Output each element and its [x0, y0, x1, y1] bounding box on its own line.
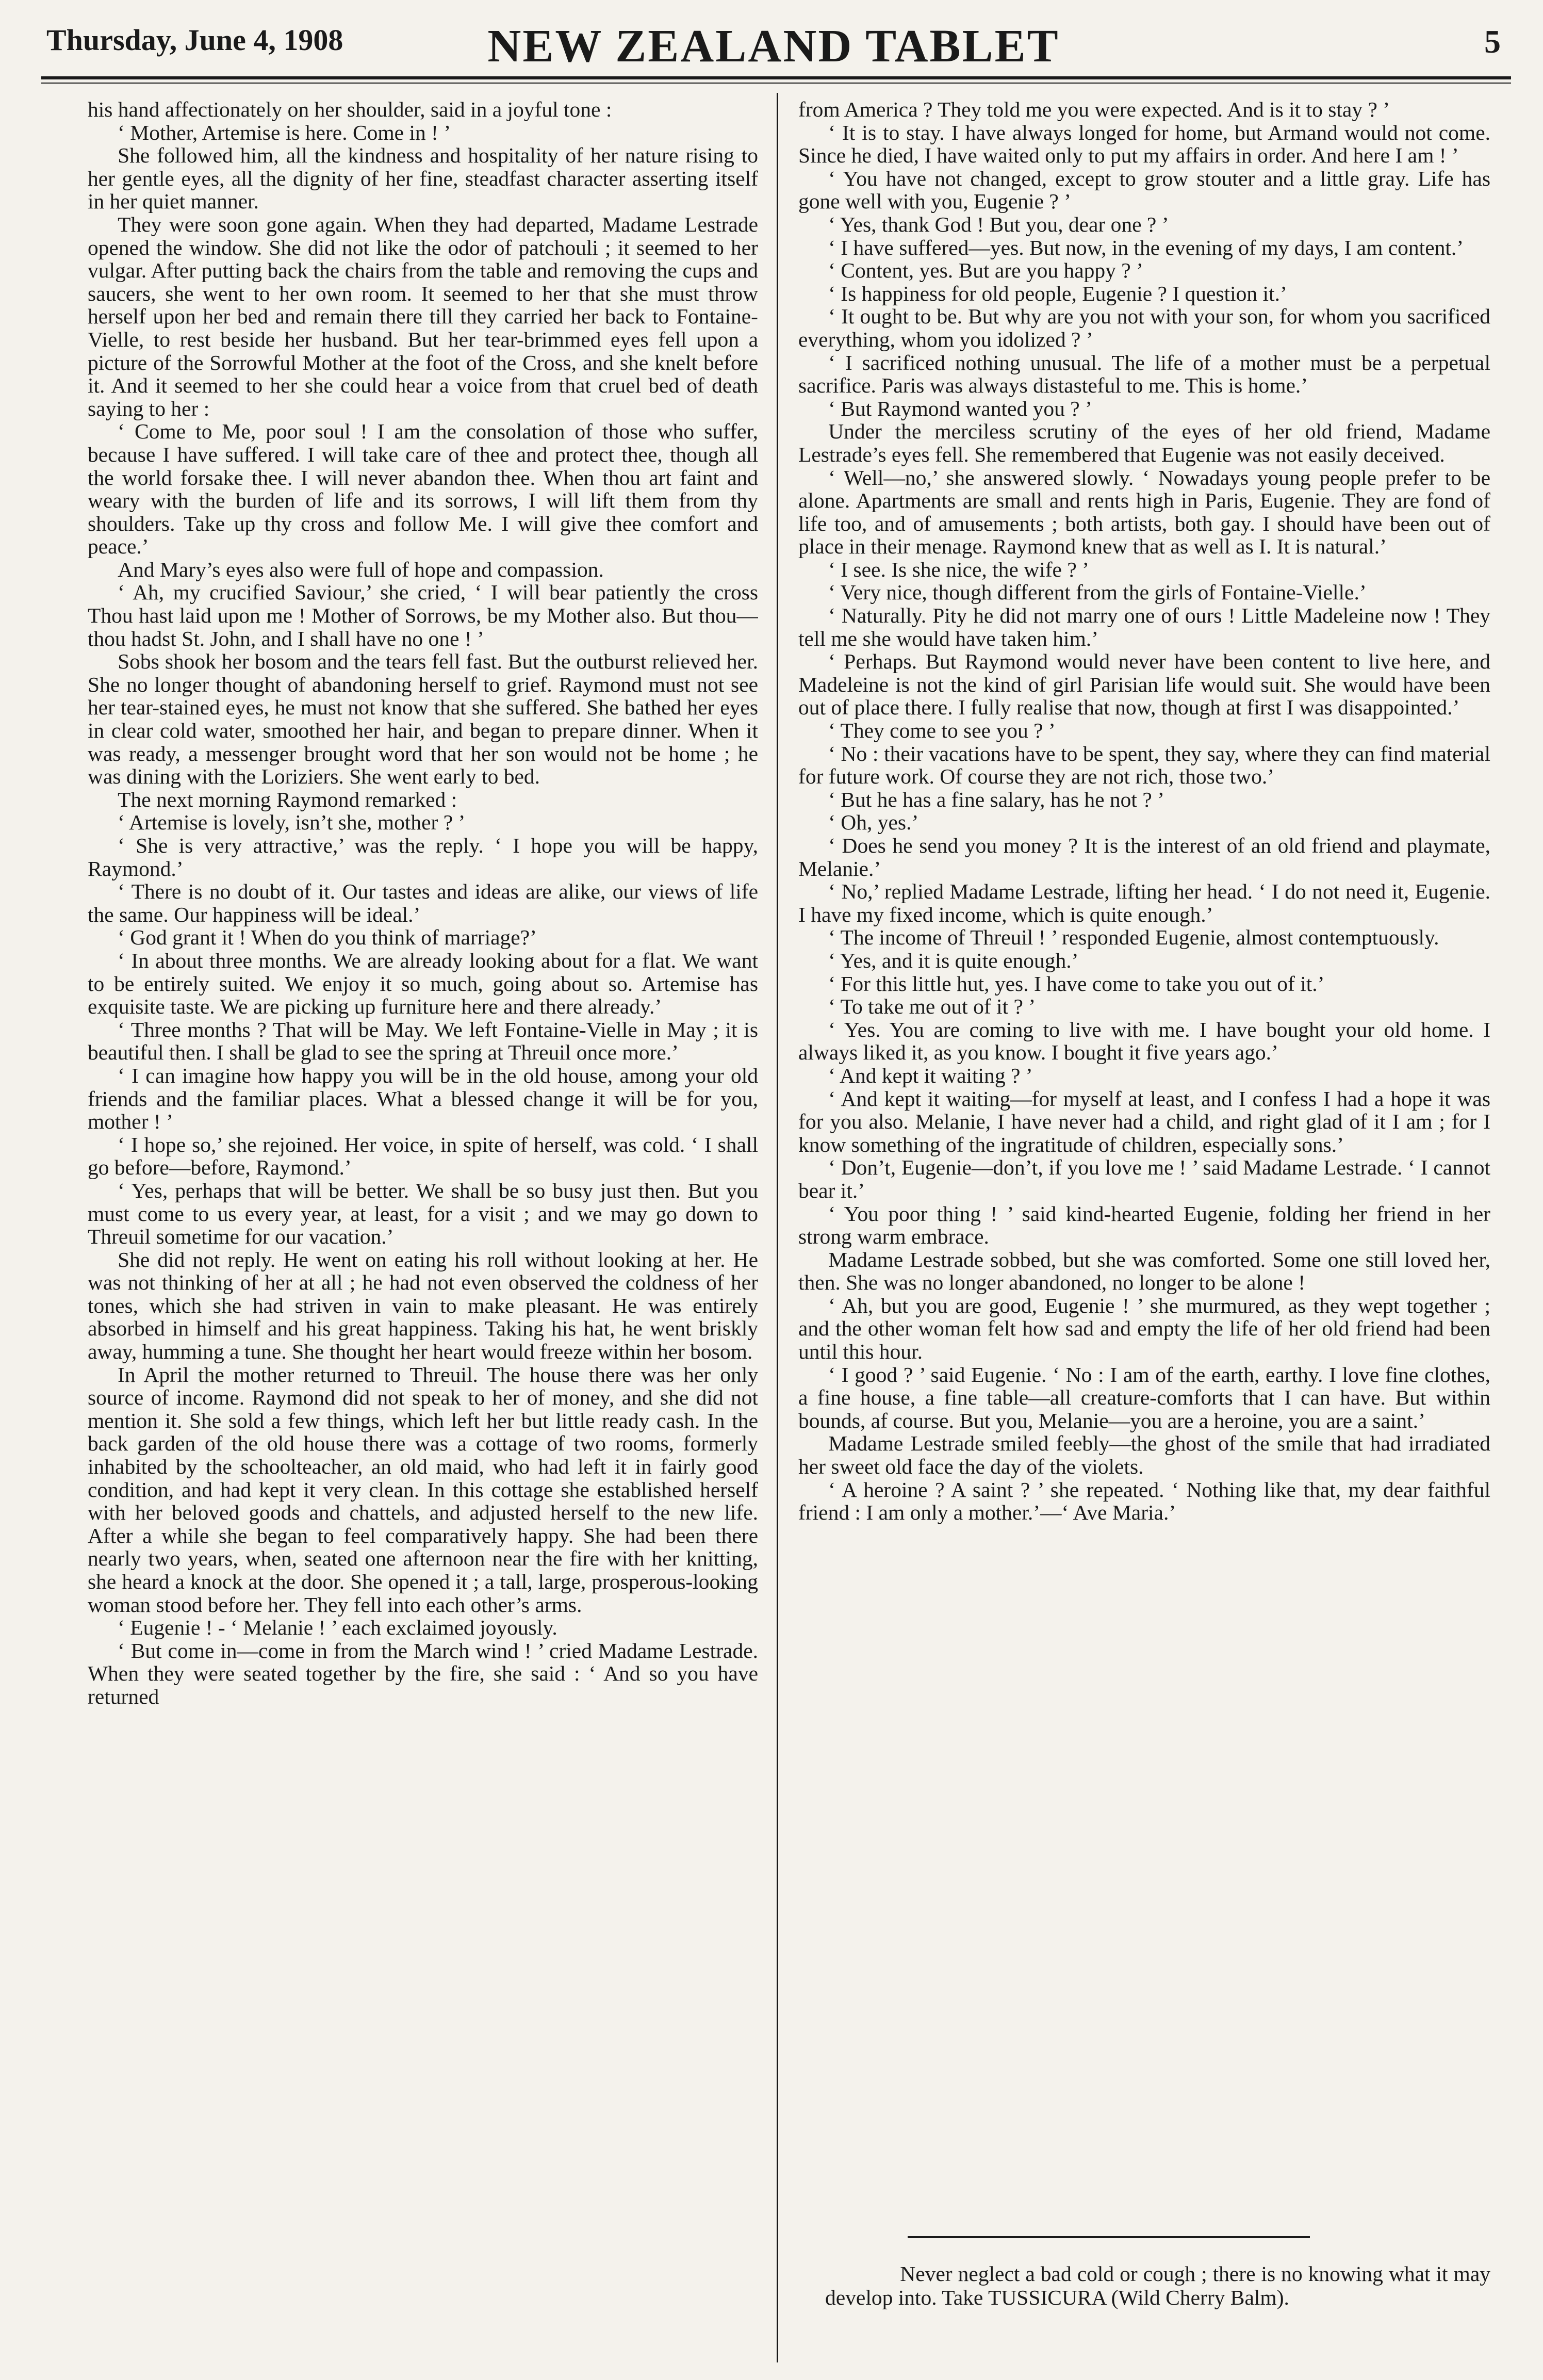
paragraph: ‘ Content, yes. But are you happy ? ’: [828, 258, 1143, 283]
page-number: 5: [1484, 23, 1501, 60]
paragraph: ‘ Artemise is lovely, isn’t she, mother ? ’: [118, 810, 466, 835]
masthead-rule-thin: [41, 83, 1511, 84]
paragraph: ‘ It is to stay. I have always longed for home, but Armand would not come. Since he died, I have waited only to put my affairs in order. And here I am ! ’: [798, 120, 1490, 168]
paragraph: ‘ Yes, perhaps that will be better. We shall be so busy just then. But you must come to us every year, at least, for a visit ; and we may go down to Threuil sometime for our vacation.’: [88, 1178, 758, 1249]
paragraph: And Mary’s eyes also were full of hope and compassion.: [118, 557, 604, 581]
paragraph: ‘ For this little hut, yes. I have come to take you out of it.’: [828, 971, 1325, 996]
paragraph: ‘ A heroine ? A saint ? ’ she repeated. ‘ Nothing like that, my dear faithful friend : I am only a mother.’—‘ Ave Maria.’: [798, 1477, 1490, 1525]
paragraph: ‘ I can imagine how happy you will be in the old house, among your old friends and the familiar places. What a blessed change it will be for you, mother ! ’: [88, 1063, 758, 1134]
paragraph: ‘ You poor thing ! ’ said kind-hearted Eugenie, folding her friend in her strong warm embrace.: [798, 1201, 1490, 1249]
column-divider: [777, 93, 778, 2362]
paragraph: ‘ It ought to be. But why are you not with your son, for whom you sacrificed everything, whom you idolized ? ’: [798, 304, 1490, 351]
paragraph: In April the mother returned to Threuil. The house there was her only source of income. Raymond did not speak to her of money, and she did not mention it. She sold a few things, which left her but little ready cash. In the back garden of the old house there was a cottage of two rooms, formerly inhabited by the schoolteacher, an old maid, who had left it in fairly good condition, and had kept it very clean. In this cottage she established herself with her beloved goods and chattels, and adjusted herself to the new life. After a while she began to feel comparatively happy. She had been there nearly two years, when, seated one afternoon near the fire with her knitting, she heard a knock at the door. She opened it ; a tall, large, prosperous-looking woman stood before her. They fell into each other’s arms.: [88, 1362, 758, 1617]
paragraph: ‘ No : their vacations have to be spent, they say, where they can find material for future work. Of course they are not rich, those two.’: [798, 741, 1490, 789]
paragraph: ‘ Mother, Artemise is here. Come in ! ’: [118, 120, 451, 144]
paragraph: ‘ She is very attractive,’ was the reply. ‘ I hope you will be happy, Raymond.’: [88, 834, 758, 881]
paragraph: ‘ Yes, and it is quite enough.’: [828, 948, 1079, 972]
paragraph: ‘ But Raymond wanted you ? ’: [828, 396, 1092, 420]
paragraph: Sobs shook her bosom and the tears fell fast. But the outburst relieved her. She no longer thought of abandoning herself to grief. Raymond must not see her tear-stained eyes, he must not know that she suffered. She bathed her eyes in clear cold water, smoothed her hair, and began to prepare dinner. When it was ready, a messenger brought word that her son would not be home ; he was dining with the Loriziers. She went early to bed.: [88, 649, 758, 789]
paragraph: ‘ They come to see you ? ’: [828, 719, 1056, 743]
paragraph: ‘ You have not changed, except to grow stouter and a little gray. Life has gone well with you, Eugenie ? ’: [798, 166, 1490, 214]
paragraph: ‘ I sacrificed nothing unusual. The life of a mother must be a perpetual sacrifice. Paris was always distasteful to me. This is home.’: [798, 350, 1490, 398]
paragraph: ‘ God grant it ! When do you think of marriage?’: [118, 925, 537, 950]
paragraph: ‘ I good ? ’ said Eugenie. ‘ No : I am of the earth, earthy. I love fine clothes, a fine house, a fine table—all creature-comforts that I can have. But within bounds, af course. But you, Melanie—you are a heroine, you are a saint.’: [798, 1362, 1490, 1432]
advertisement: [825, 2262, 1490, 2309]
paragraph: ‘ Ah, but you are good, Eugenie ! ’ she murmured, as they wept together ; and the other woman felt how sad and empty the life of her old friend had been until this hour.: [798, 1293, 1490, 1364]
paragraph: ‘ Don’t, Eugenie—don’t, if you love me ! ’ said Madame Lestrade. ‘ I cannot bear it.’: [798, 1155, 1490, 1202]
paragraph: ‘ Is happiness for old people, Eugenie ? I question it.’: [828, 281, 1287, 305]
paragraph: ‘ There is no doubt of it. Our tastes and ideas are alike, our views of life the same. Our happiness will be ideal.’: [88, 879, 758, 926]
issue-date: Thursday, June 4, 1908: [46, 23, 343, 57]
paragraph: his hand affectionately on her shoulder, said in a joyful tone :: [88, 98, 612, 121]
paragraph: ‘ I have suffered—yes. But now, in the evening of my days, I am content.’: [828, 235, 1464, 259]
paragraph: They were soon gone again. When they had departed, Madame Lestrade opened the window. She did not like the odor of patchouli ; it seemed to her vulgar. After putting back the chairs from the table and removing the cups and saucers, she went to her own room. It seemed to her that she must throw herself upon her bed and remain there till they carried her back to Fontaine-Vielle, to rest beside her husband. But her tear-brimmed eyes fell upon a picture of the Sorrowful Mother at the foot of the Cross, and she knelt before it. And it seemed to her she could hear a voice from that cruel bed of death saying to her :: [88, 212, 758, 420]
masthead: [46, 15, 1501, 83]
paragraph: ‘ And kept it waiting—for myself at least, and I confess I had a hope it was for you also. Melanie, I have never had a child, and right glad of it I am ; for I know something of the ingratitude of children, especially sons.’: [798, 1086, 1490, 1156]
paragraph: ‘ I see. Is she nice, the wife ? ’: [828, 557, 1089, 581]
publication-title: NEW ZEALAND TABLET: [487, 21, 1060, 72]
paragraph: ‘ Naturally. Pity he did not marry one of ours ! Little Madeleine now ! They tell me she would have taken him.’: [798, 604, 1490, 650]
paragraph: Madame Lestrade smiled feebly—the ghost of the smile that had irradiated her sweet old face the day of the violets.: [798, 1431, 1490, 1479]
paragraph: ‘ Yes. You are coming to live with me. I have bought your old home. I always liked it, as you know. I bought it five years ago.’: [798, 1017, 1490, 1065]
paragraph: ‘ Well—no,’ she answered slowly. ‘ Nowadays young people prefer to be alone. Apartments are small and rents high in Paris, Eugenie. They are fond of life too, and of amusements ; both artists, both gay. I should have been out of place in their menage. Raymond knew that as well as I. It is natural.’: [798, 465, 1490, 559]
paragraph: ‘ But he has a fine salary, has he not ? ’: [828, 787, 1164, 811]
paragraph: from America ? They told me you were expected. And is it to stay ? ’: [798, 98, 1390, 121]
paragraph: ‘ Eugenie ! - ‘ Melanie ! ’ each exclaimed joyously.: [118, 1616, 557, 1640]
paragraph: ‘ Three months ? That will be May. We left Fontaine-Vielle in May ; it is beautiful then. I shall be glad to see the spring at Threuil once more.’: [88, 1017, 758, 1065]
left-column: [88, 98, 758, 2357]
paragraph: ‘ Yes, thank God ! But you, dear one ? ’: [828, 212, 1169, 236]
paragraph: ‘ Ah, my crucified Saviour,’ she cried, ‘ I will bear patiently the cross Thou hast laid upon me ! Mother of Sorrows, be my Mother also. But thou—thou hadst St. John, and I shall have no one ! ’: [88, 580, 758, 650]
right-column: [798, 98, 1490, 2357]
paragraph: She did not reply. He went on eating his roll without looking at her. He was not thinking of her at all ; he had not even observed the coldness of her tones, which she had striven in vain to make pleasant. He was entirely absorbed in himself and his great happiness. Taking his hat, he went briskly away, humming a tune. She thought her heart would freeze within her bosom.: [88, 1247, 758, 1364]
paragraph: ‘ No,’ replied Madame Lestrade, lifting her head. ‘ I do not need it, Eugenie. I have my fixed income, which is quite enough.’: [798, 879, 1490, 926]
advertisement-text: Never neglect a bad cold or cough ; there is no knowing what it may develop into. Take TUSSICURA (Wild Cherry Balm).: [825, 2262, 1490, 2309]
paragraph: ‘ In about three months. We are already looking about for a flat. We want to be entirely suited. We enjoy it so much, going about so. Artemise has exquisite taste. We are picking up furniture here and there already.’: [88, 948, 758, 1019]
paragraph: ‘ Perhaps. But Raymond would never have been content to live here, and Madeleine is not the kind of girl Parisian life would suit. She would have been out of place there. I fully realise that now, though at first I was disappointed.’: [798, 649, 1490, 720]
paragraph: ‘ To take me out of it ? ’: [828, 995, 1036, 1019]
paragraph: ‘ Oh, yes.’: [828, 810, 919, 835]
paragraph: ‘ Come to Me, poor soul ! I am the consolation of those who suffer, because I have suffered. I will take care of thee and protect thee, though all the world forsake thee. I will never abandon thee. When thou art faint and weary with the burden of life and its sorrows, I will lift them from thy shoulders. Take up thy cross and follow Me. I will give thee comfort and peace.’: [88, 419, 758, 559]
paragraph: Madame Lestrade sobbed, but she was comforted. Some one still loved her, then. She was no longer abandoned, no longer to be alone !: [798, 1247, 1490, 1295]
paragraph: ‘ Very nice, though different from the girls of Fontaine-Vielle.’: [828, 580, 1367, 605]
paragraph: ‘ And kept it waiting ? ’: [828, 1063, 1033, 1087]
paragraph: Under the merciless scrutiny of the eyes of her old friend, Madame Lestrade’s eyes fell. She remembered that Eugenie was not easily deceived.: [798, 419, 1490, 466]
paragraph: She followed him, all the kindness and hospitality of her nature rising to her gentle eyes, all the dignity of her fine, steadfast character asserting itself in her quiet manner.: [88, 143, 758, 214]
paragraph: ‘ The income of Threuil ! ’ responded Eugenie, almost contemptuously.: [828, 925, 1439, 950]
story-end-rule: [908, 2236, 1310, 2238]
paragraph: ‘ Does he send you money ? It is the interest of an old friend and playmate, Melanie.’: [798, 834, 1490, 881]
paragraph: ‘ But come in—come in from the March wind ! ’ cried Madame Lestrade. When they were seated together by the fire, she said : ‘ And so you have returned: [88, 1638, 758, 1708]
paragraph: ‘ I hope so,’ she rejoined. Her voice, in spite of herself, was cold. ‘ I shall go before—before, Raymond.’: [88, 1132, 758, 1180]
paragraph: The next morning Raymond remarked :: [118, 787, 457, 811]
masthead-rule: [41, 76, 1511, 79]
